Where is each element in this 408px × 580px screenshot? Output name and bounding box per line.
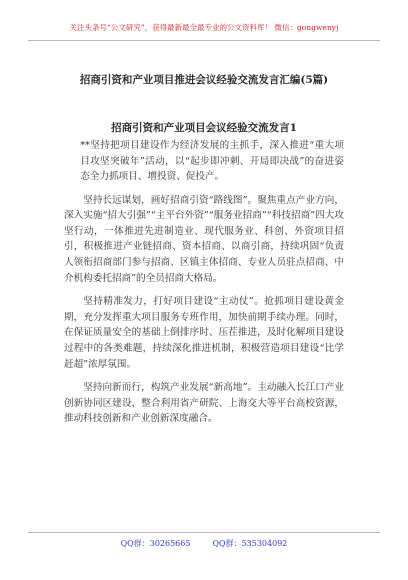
paragraph-3: 坚持精准发力，打好项目建设“主动仗”。抢抓项目建设黄金期，充分发挥重大项目服务专班作用，加快前期手续办理。同时，在保证质量安全的基础上倒排序时、压茬推进，及时化解项目建设过程中的各类难题，持续深化推进机制，积极营造项目建设“比学赶超”浓厚氛围。 — [64, 296, 344, 370]
footer-qq-group-1: QQ群：30265665 — [120, 539, 191, 548]
document-title: 招商引资和产业项目推进会议经验交流发言汇编(5篇) — [79, 74, 329, 86]
footer-qq-group-2: QQ群：535304092 — [212, 539, 288, 548]
paragraph-4: 坚持向新而行，构筑产业发展“新高地”。主动融入长江口产业创新协同区建设，整合利用省产研院、上海交大等平台高校资源，推动科技创新和产业创新深度融合。 — [64, 381, 344, 425]
paragraph-1: **坚持把项目建设作为经济发展的主抓手，深入推进“重大项目攻坚突破年”活动，以“起步即冲刺、开局即决战”的奋进姿态全力抓项目、增投资、促投产。 — [80, 140, 344, 183]
speech-title: 招商引资和产业项目会议经验交流发言1 — [111, 122, 297, 134]
footer — [0, 538, 408, 549]
paragraph-2: 坚持长远谋划，画好招商引资“路线图”。聚焦重点产业方向，深入实施“招大引强”“主平台外资”“服务业招商”“科技招商”四大攻坚行动，一体推进先进制造业、现代服务业、科创、外资项目招引，积极推进产业链招商、资本招商、以商引商，持续巩固“负责人领衔招商部门参与招商、区镇主体招商、专业人员驻点招商、中介机构委托招商”的全员招商大格局。 — [64, 194, 344, 284]
bottom-divider — [28, 532, 380, 533]
top-divider — [28, 40, 380, 41]
document-body — [64, 138, 344, 435]
top-banner: 关注头条号“公文研究”，获得最新最全最专业的公文资料库！ 微信：gongwenyj — [69, 23, 339, 32]
